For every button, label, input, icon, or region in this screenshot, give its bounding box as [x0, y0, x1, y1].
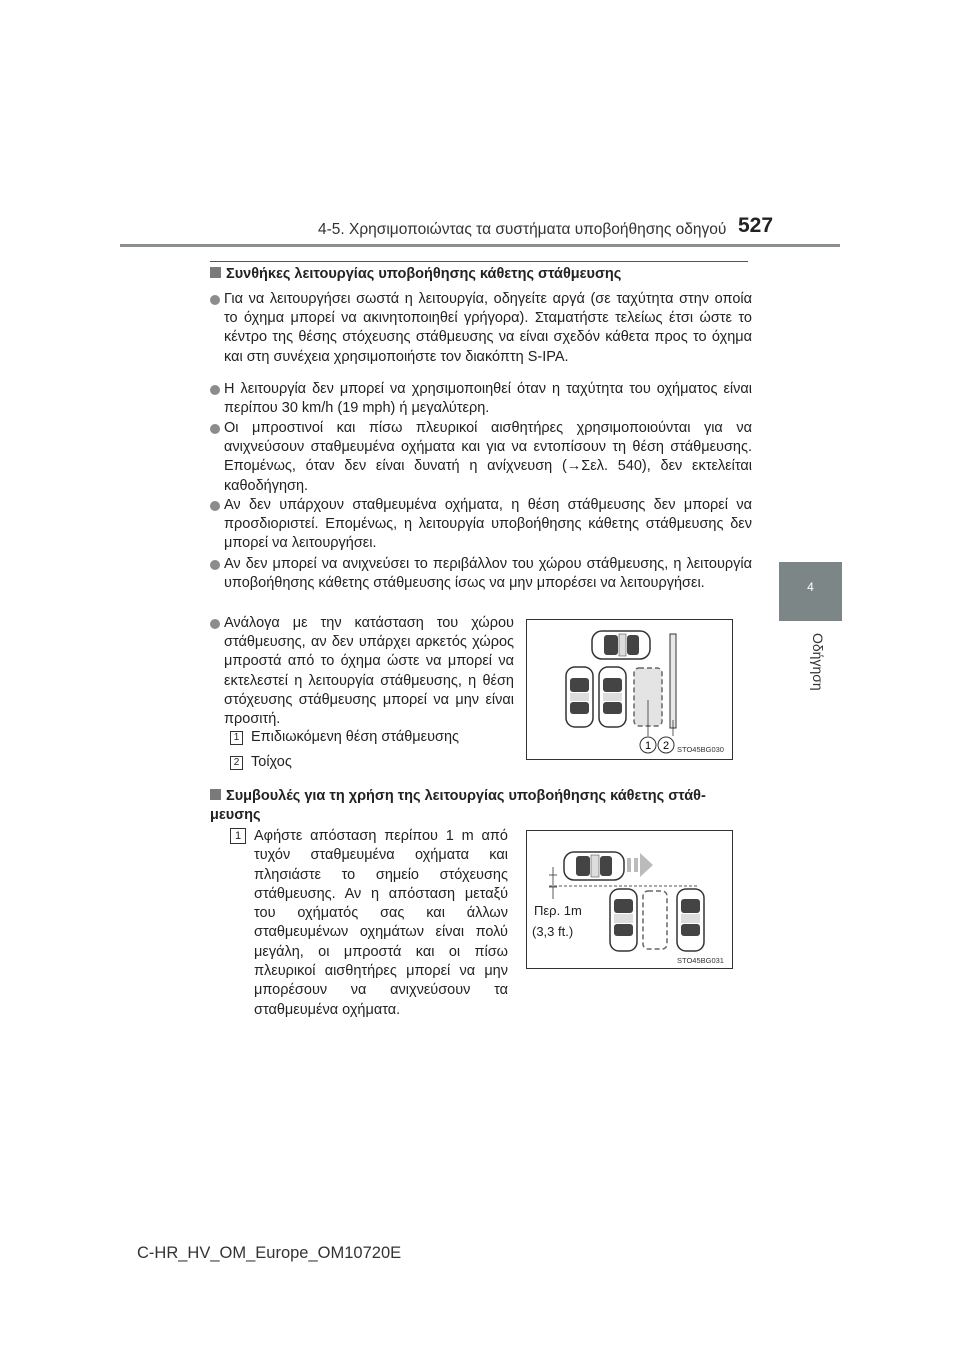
figure-code: STO45BG030 [677, 745, 724, 754]
bullet-item [224, 290, 752, 367]
bullet-text: Η λειτουργία δεν μπορεί να χρησιμοποιηθεί όταν η ταχύτητα του οχήματος είναι περίπου 30 km/h (19 mph) ή μεγαλύτερη. [224, 381, 752, 417]
bullet-text: Αν δεν μπορεί να ανιχνεύσει το περιβάλλον του χώρου στάθμευσης, η λειτουργία υποβοήθησης κάθετης στάθμευσης ίσως να μην μπορέσει να λειτουργήσει. [224, 556, 752, 592]
section1-heading-text: Συνθήκες λειτουργίας υποβοήθησης κάθετης στάθμευσης [226, 266, 622, 282]
bullet-item [224, 380, 752, 418]
heading-square-icon [210, 267, 221, 278]
document-code: C-HR_HV_OM_Europe_OM10720E [137, 1244, 402, 1262]
bullet-text: Ανάλογα με την κατάσταση του χώρου στάθμευσης, αν δεν υπάρχει αρκετός χώρος μπροστά από το όχημα ώστε να μπορεί να εκτελεστεί η λειτουργία στάθμευσης, η θέση στόχευσης στάθμευσης μπορεί να μην είναι προσιτή. [224, 615, 514, 728]
parked-car-icon [599, 667, 626, 727]
parking-diagram [527, 620, 732, 759]
bullet-dot-icon [210, 619, 220, 629]
figure-approach-distance [526, 830, 733, 969]
bullet-dot-icon [210, 560, 220, 570]
header-rule [120, 244, 840, 247]
bullet-dot-icon [210, 424, 220, 434]
legend-text: Τοίχος [251, 754, 292, 770]
parked-car-icon [566, 667, 593, 727]
callout-number: 1 [644, 740, 652, 752]
distance-label-line1: Περ. 1m [534, 903, 582, 918]
legend-number-badge: 1 [230, 731, 243, 745]
own-car-icon [592, 631, 650, 659]
legend-number-badge: 2 [230, 756, 243, 770]
tip-text: Αφήστε απόσταση περίπου 1 m από τυχόν σταθμευμένα οχήματα και πλησιάστε το σημείο στόχευσης στάθμευσης. Αν η απόσταση μεταξύ του οχήματός σας και άλλων σταθμευμένων οχημάτων είναι πολύ μεγάλη, οι μπροστά και οι πίσω πλευρικοί αισθητήρες μπορεί να μην μπορέσουν να ανιχνεύσουν τα σταθμευμένα οχήματα. [254, 828, 508, 1018]
bullet-dot-icon [210, 501, 220, 511]
figure-parking-target [526, 619, 733, 760]
target-parking-slot [643, 891, 667, 949]
wall-shape [670, 634, 676, 728]
section2-heading-text-line1: Συμβουλές για τη χρήση της λειτουργίας υποβοήθησης κάθετης στάθ- [226, 788, 706, 804]
bullet-dot-icon [210, 385, 220, 395]
parked-car-icon [677, 889, 704, 951]
distance-label-line2: (3,3 ft.) [532, 924, 574, 939]
parked-car-icon [610, 889, 637, 951]
section2-heading-text-line2: μευσης [210, 807, 261, 823]
page-number: 527 [738, 214, 774, 237]
tip-number-badge: 1 [230, 828, 246, 844]
direction-arrow-icon [627, 853, 653, 877]
section1-heading [210, 266, 621, 282]
figure-code: STO45BG031 [677, 956, 724, 965]
bullet-text: Για να λειτουργήσει σωστά η λειτουργία, οδηγείτε αργά (σε ταχύτητα στην οποία το όχημα μπορεί να ακινητοποιηθεί γρήγορα). Σταματήστε τελείως έτσι ώστε το κέντρο της θέσης στόχευσης στάθμευσης να είναι σχεδόν κάθετα προς το όχημα και στη συνέχεια χρησιμοποιήστε τον διακόπτη S-IPA. [224, 291, 752, 365]
chapter-tab [779, 562, 842, 621]
approach-diagram [527, 831, 732, 968]
legend-text: Επιδιωκόμενη θέση στάθμευσης [251, 729, 460, 745]
own-car-icon [564, 852, 624, 880]
bullet-item [224, 614, 514, 729]
heading-square-icon [210, 789, 221, 800]
bullet-text: Αν δεν υπάρχουν σταθμευμένα οχήματα, η θέση στάθμευσης δεν μπορεί να προσδιοριστεί. Επομένως, η λειτουργία υποβοήθησης κάθετης στάθμευσης δεν μπορεί να λειτουργήσει. [224, 497, 752, 552]
legend-item-2 [230, 754, 292, 770]
content-rule [210, 261, 748, 262]
chapter-label: Οδήγηση [810, 633, 826, 691]
bullet-text: Οι μπροστινοί και πίσω πλευρικοί αισθητήρες χρησιμοποιούνται για να ανιχνεύσουν σταθμευμένα οχήματα και για να εντοπίσουν τη θέση στάθμευσης. Επομένως, όταν δεν είναι δυνατή η ανίχνευση (→Σελ. 540), δεν εκτελείται καθοδήγηση. [224, 420, 752, 494]
callout-number: 2 [662, 740, 670, 752]
section2-heading [210, 787, 754, 825]
bullet-dot-icon [210, 295, 220, 305]
bullet-item [224, 419, 752, 496]
chapter-number: 4 [807, 580, 814, 594]
bullet-item [224, 496, 752, 554]
bullet-item [224, 555, 752, 593]
legend-item-1 [230, 729, 459, 745]
section-header-title: 4-5. Χρησιμοποιώντας τα συστήματα υποβοήθησης οδηγού [318, 221, 727, 238]
